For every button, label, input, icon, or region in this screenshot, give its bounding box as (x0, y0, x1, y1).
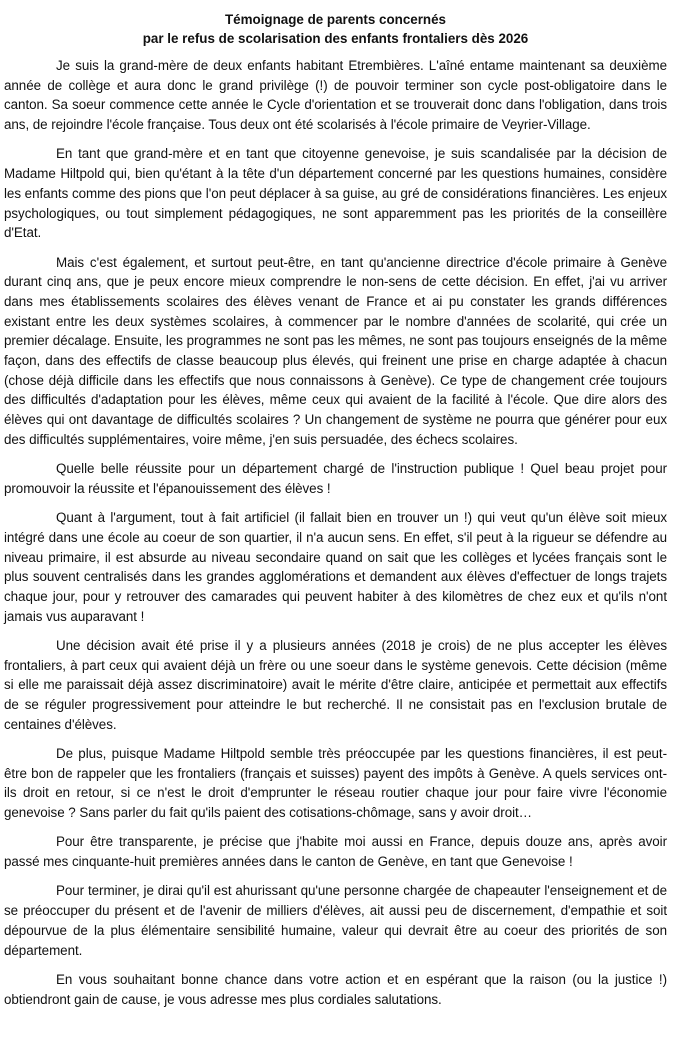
document-title (4, 10, 667, 48)
paragraph-5: Quant à l'argument, tout à fait artificiel (il fallait bien en trouver un !) qui veut qu'un élève soit mieux intégré dans une école au coeur de son quartier, il n'a aucun sens. En effet, s'il peut à la rigueur se défendre au niveau primaire, il est absurde au niveau secondaire quand on sait que les collèges et lycées français sont le plus souvent centralisés dans les grandes agglomérations et demandent aux élèves d'effectuer de longs trajets chaque jour, pour y retrouver des camarades qui peuvent habiter à des kilomètres de chez eux et qu'ils n'ont jamais vus auparavant ! (4, 510, 667, 624)
paragraph-6: Une décision avait été prise il y a plusieurs années (2018 je crois) de ne plus accepter les élèves frontaliers, à part ceux qui avaient déjà un frère ou une soeur dans le système genevois. Cette décision (même si elle me paraissait déjà assez discriminatoire) avait le mérite d'être claire, anticipée et permettait aux effectifs de se réguler progressivement pour atteindre le but recherché. Il ne consistait pas en l'exclusion brutale de centaines d'élèves. (4, 637, 667, 732)
paragraph-7: De plus, puisque Madame Hiltpold semble très préoccupée par les questions financières, il est peut-être bon de rappeler que les frontaliers (français et suisses) payent des impôts à Genève. A quels services ont-ils droit en retour, si ce n'est le droit d'emprunter le réseau routier chaque jour pour faire vivre l'économie genevoise ? Sans parler du fait qu'ils paient des cotisations-chômage, sans y avoir droit… (4, 746, 667, 821)
title-line-2: par le refus de scolarisation des enfants frontaliers dès 2026 (142, 31, 529, 46)
paragraph-4: Quelle belle réussite pour un département chargé de l'instruction publique ! Quel beau projet pour promouvoir la réussite et l'épanouissement des élèves ! (4, 461, 667, 496)
paragraph-3: Mais c'est également, et surtout peut-être, en tant qu'ancienne directrice d'école primaire à Genève durant cinq ans, que je peux encore mieux comprendre le non-sens de cette décision. En effet, j'ai vu arriver dans mes établissements scolaires des élèves venant de France et ai pu constater les grands différences existant entre les deux systèmes scolaires, à commencer par le nombre d'années de scolarité, qui crée un premier décalage. Ensuite, les programmes ne sont pas les mêmes, ne sont pas toujours enseignés de la même façon, dans des effectifs de classe beaucoup plus élevés, qui freinent une prise en charge adaptée à chacun (chose déjà difficile dans les effectifs que nous connaissons à Genève). Ce type de changement crée toujours des difficultés d'adaptation pour les élèves, même ceux qui avaient de la facilité à l'école. Que dire alors des élèves qui ont davantage de difficultés scolaires ? Un changement de système ne pourra que générer pour eux des difficultés supplémentaires, voire même, j'en suis persuadée, des échecs scolaires. (4, 254, 667, 447)
title-line-1: Témoignage de parents concernés (224, 12, 446, 27)
paragraph-1: Je suis la grand-mère de deux enfants habitant Etrembières. L'aîné entame maintenant sa deuxième année de collège et aura donc le grand privilège (!) de pouvoir terminer son cycle post-obligatoire dans le canton. Sa soeur commence cette année le Cycle d'orientation et se trouverait donc dans l'obligation, dans trois ans, de rejoindre l'école française. Tous deux ont été scolarisés à l'école primaire de Veyrier-Village. (4, 58, 667, 133)
paragraph-9: Pour terminer, je dirai qu'il est ahurissant qu'une personne chargée de chapeauter l'enseignement et de se préoccuper du présent et de l'avenir de milliers d'élèves, ait aussi peu de discernement, d'empathie et soit dépourvue de la plus élémentaire sensibilité humaine, valeur qui devrait être au coeur des priorités de son département. (4, 883, 667, 958)
paragraph-2: En tant que grand-mère et en tant que citoyenne genevoise, je suis scandalisée par la décision de Madame Hiltpold qui, bien qu'étant à la tête d'un département concerné par les questions humaines, considère les enfants comme des pions que l'on peut déplacer à sa guise, au gré de considérations financières. Les enjeux psychologiques, ou tout simplement pédagogiques, ne sont apparemment pas les priorités de la conseillère d'Etat. (4, 146, 667, 241)
paragraph-8: Pour être transparente, je précise que j'habite moi aussi en France, depuis douze ans, après avoir passé mes cinquante-huit premières années dans le canton de Genève, en tant que Genevoise ! (4, 834, 667, 870)
paragraph-10: En vous souhaitant bonne chance dans votre action et en espérant que la raison (ou la justice !) obtiendront gain de cause, je vous adresse mes plus cordiales salutations. (4, 971, 667, 1007)
